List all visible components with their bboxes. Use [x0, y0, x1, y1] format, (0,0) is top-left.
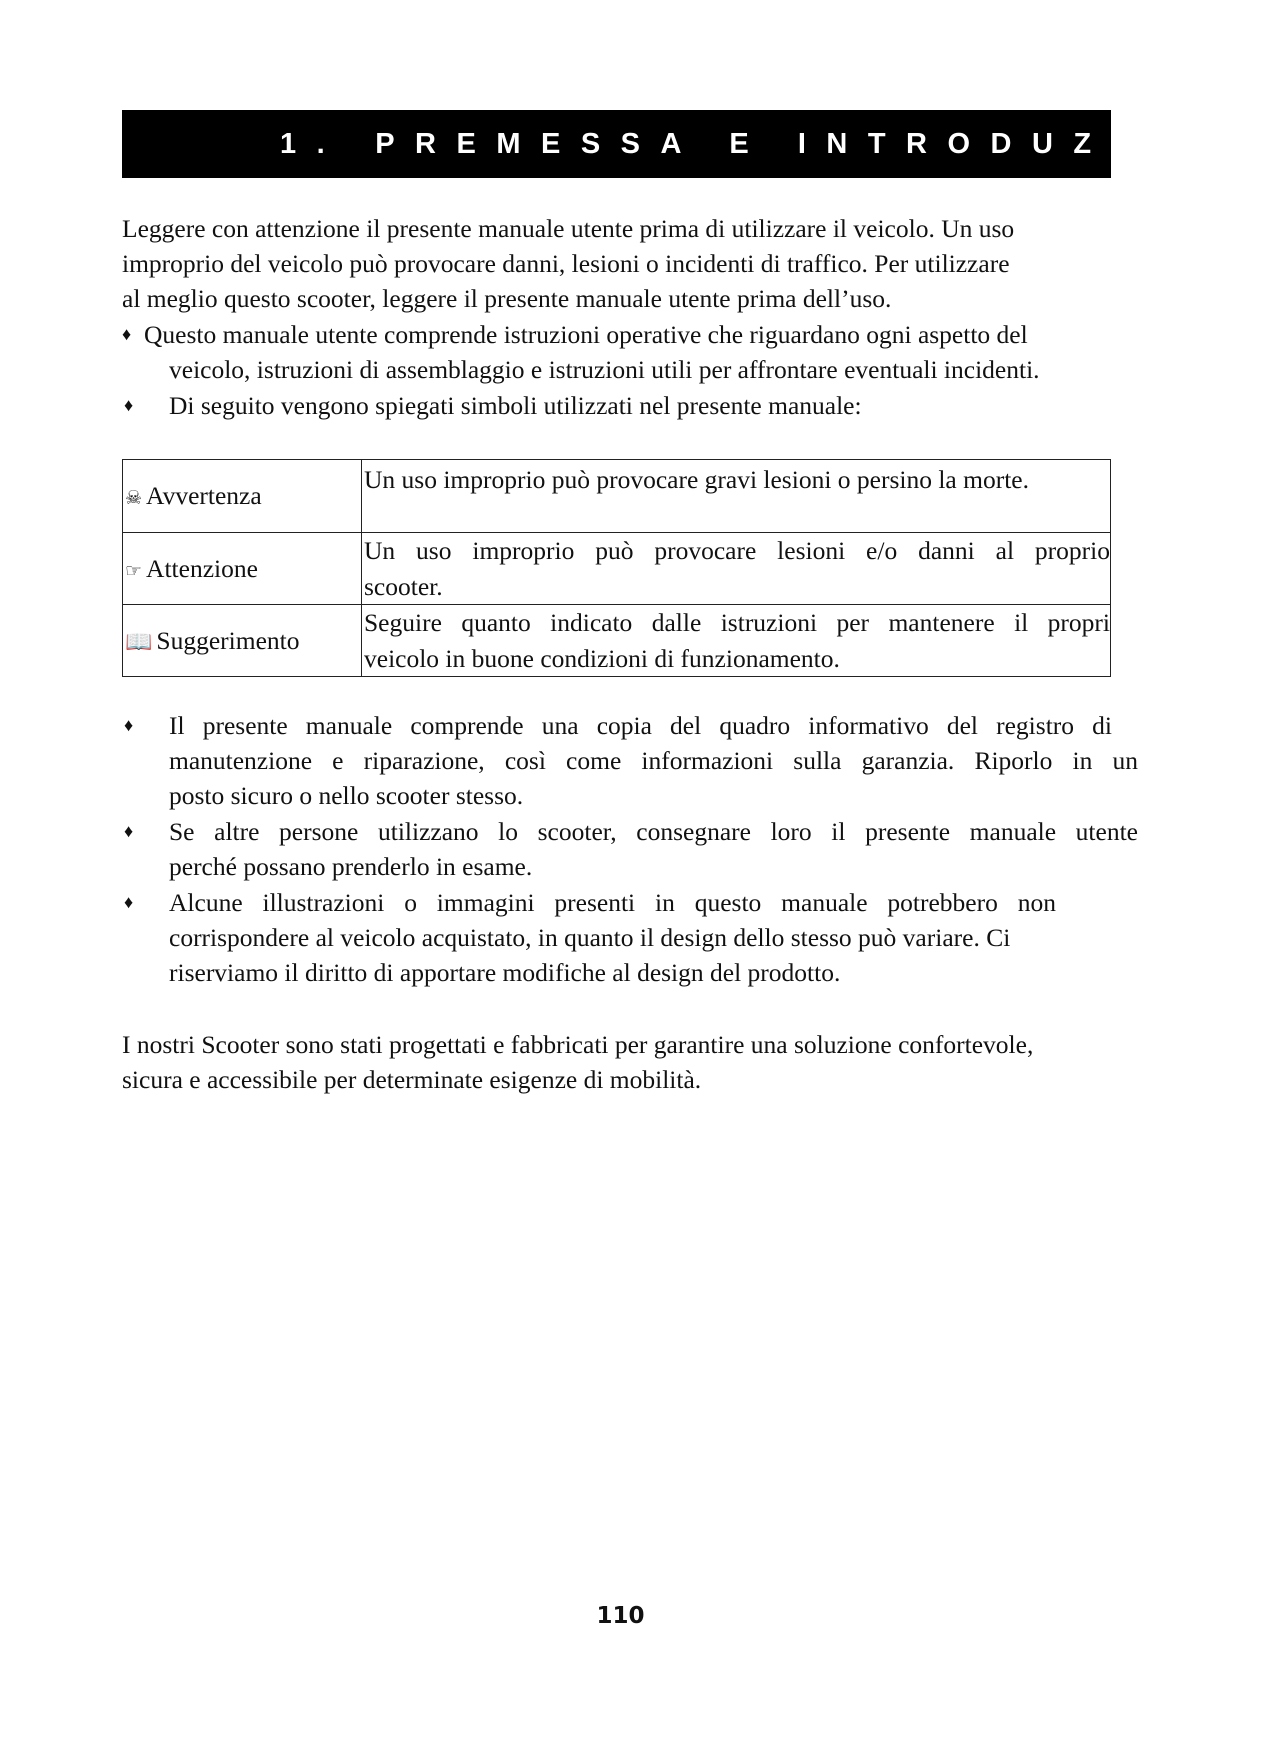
closing-line: sicura e accessibile per determinate esigenze di mobilità.: [122, 1065, 702, 1094]
symbol-label: Suggerimento: [156, 625, 300, 655]
bullet-text: manutenzione e riparazione, così come informazioni sulla garanzia. Riporlo in un: [169, 746, 1138, 775]
table-row: [123, 605, 1111, 677]
symbol-description: Seguire quanto indicato dalle istruzioni per mantenere il propri: [364, 608, 1110, 637]
bullet-text: perché possano prenderlo in esame.: [169, 852, 533, 881]
diamond-bullet-icon: ♦: [122, 324, 132, 344]
symbol-label-cell: [123, 460, 362, 533]
diamond-bullet-icon: ♦: [124, 395, 134, 415]
intro-line: al meglio questo scooter, leggere il presente manuale utente prima dell’uso.: [122, 284, 892, 313]
symbol-description-cell: [362, 460, 1111, 533]
symbol-label-cell: [123, 533, 362, 605]
symbol-label: Avvertenza: [146, 481, 262, 510]
skull-crossbones-icon: ☠: [125, 487, 143, 510]
bullet-text: Questo manuale utente comprende istruzioni operative che riguardano ogni aspetto del: [144, 320, 1028, 349]
symbol-label: Attenzione: [146, 553, 258, 583]
bullet-text: Il presente manuale comprende una copia del quadro informativo del registro di: [169, 711, 1112, 740]
table-row: [123, 460, 1111, 533]
closing-line: I nostri Scooter sono stati progettati e fabbricati per garantire una soluzione confortevole,: [122, 1030, 1034, 1059]
intro-line: improprio del veicolo può provocare danni, lesioni o incidenti di traffico. Per utilizzare: [122, 249, 1010, 278]
symbols-table: [122, 459, 1111, 677]
table-row: [123, 533, 1111, 605]
intro-line: Leggere con attenzione il presente manuale utente prima di utilizzare il veicolo. Un uso: [122, 214, 1015, 243]
symbol-description: veicolo in buone condizioni di funzionamento.: [364, 643, 840, 673]
diamond-bullet-icon: ♦: [124, 892, 134, 912]
bullet-text: riserviamo il diritto di apportare modifiche al design del prodotto.: [169, 958, 841, 987]
symbol-description-cell: [362, 533, 1111, 605]
section-heading: [280, 110, 1265, 178]
symbol-description: scooter.: [364, 571, 443, 601]
bullet-text: veicolo, istruzioni di assemblaggio e istruzioni utili per affrontare eventuali incidenti.: [169, 355, 1040, 384]
bullet-text: Di seguito vengono spiegati simboli utilizzati nel presente manuale:: [169, 391, 862, 420]
bullet-text: Se altre persone utilizzano lo scooter, consegnare loro il presente manuale utente: [169, 817, 1138, 846]
bullet-text: posto sicuro o nello scooter stesso.: [169, 781, 524, 810]
open-book-icon: 📖: [125, 630, 153, 656]
symbol-description-cell: [362, 605, 1111, 677]
bullet-text: Alcune illustrazioni o immagini presenti in questo manuale potrebbero non: [169, 888, 1056, 917]
pointing-hand-icon: ☞: [125, 559, 143, 582]
bullet-text: corrispondere al veicolo acquistato, in quanto il design dello stesso può variare. Ci: [169, 923, 1011, 952]
diamond-bullet-icon: ♦: [124, 715, 134, 735]
symbol-description: Un uso improprio può provocare gravi lesioni o persino la morte.: [364, 465, 1029, 494]
page-number: 110: [596, 1603, 645, 1629]
symbol-description: Un uso improprio può provocare lesioni e/o danni al proprio: [364, 536, 1110, 565]
symbol-label-cell: [123, 605, 362, 677]
section-title: PREMESSA E INTRODUZIONE: [375, 128, 1265, 160]
section-number: 1.: [280, 128, 346, 160]
section-header-bar: [122, 110, 1265, 178]
diamond-bullet-icon: ♦: [124, 821, 134, 841]
